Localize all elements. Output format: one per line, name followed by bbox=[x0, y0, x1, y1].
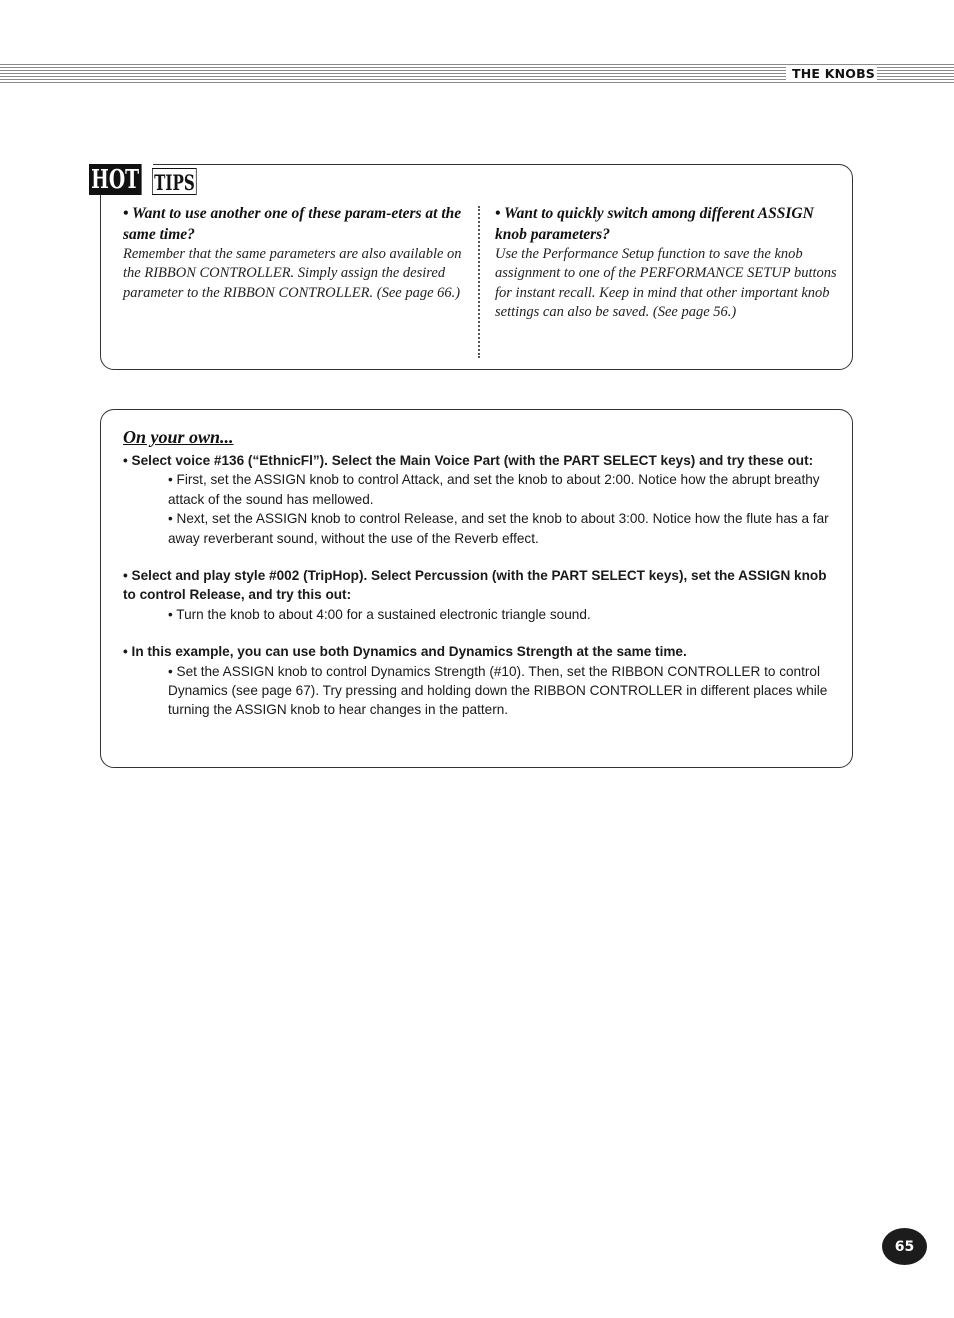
section-3-heading: • In this example, you can use both Dynamics and Dynamics Strength at the same time. bbox=[123, 644, 687, 660]
on-your-own-content bbox=[123, 451, 835, 720]
hot-tips-logo bbox=[89, 159, 195, 195]
page-number: 65 bbox=[882, 1228, 927, 1265]
spacer bbox=[123, 624, 835, 642]
logo-tips-text: TIPS bbox=[152, 168, 197, 195]
section-3-item: • Set the ASSIGN knob to control Dynamics Strength (#10). Then, set the RIBBON CONTROLLER to control Dynamics (see page 67). Try pressing and holding down the RIBBON CONTROLLER in different places while turning the ASSIGN knob to hear changes in the pattern. bbox=[168, 663, 828, 718]
tip-right bbox=[495, 203, 840, 322]
tip-right-answer: Use the Performance Setup function to save the knob assignment to one of the PERFORMANCE SETUP buttons for instant recall. Keep in mind that other important knob settings can also be saved. (See page 56.) bbox=[495, 246, 837, 320]
spacer bbox=[123, 548, 835, 566]
section-2-item: • Turn the knob to about 4:00 for a sustained electronic triangle sound. bbox=[168, 606, 591, 622]
tip-right-question: • Want to quickly switch among different ASSIGN knob parameters? bbox=[495, 205, 814, 243]
logo-hot-text: HOT bbox=[89, 164, 141, 195]
section-2-heading: • Select and play style #002 (TripHop). Select Percussion (with the PART SELECT keys), set the ASSIGN knob to control Release, and try this out: bbox=[123, 568, 827, 603]
tip-left-question: • Want to use another one of these param-eters at the same time? bbox=[123, 205, 462, 243]
section-title: THE KNOBS bbox=[786, 66, 877, 81]
section-1-item: • Next, set the ASSIGN knob to control Release, and set the knob to about 3:00. Notice how the flute has a far away reverberant sound, without the use of the Reverb effect. bbox=[168, 511, 829, 546]
section-1-heading: • Select voice #136 (“EthnicFl”). Select the Main Voice Part (with the PART SELECT keys) and try these out: bbox=[123, 453, 814, 468]
section-1-item: • First, set the ASSIGN knob to control Attack, and set the knob to about 2:00. Notice how the abrupt breathy attack of the sound has mellowed. bbox=[168, 472, 820, 507]
on-your-own-title: On your own... bbox=[123, 427, 234, 447]
tip-divider bbox=[478, 206, 480, 358]
tip-left bbox=[123, 203, 463, 303]
tip-left-answer: Remember that the same parameters are also available on the RIBBON CONTROLLER. Simply assign the desired parameter to the RIBBON CONTROLLER. (See page 66.) bbox=[123, 246, 462, 301]
